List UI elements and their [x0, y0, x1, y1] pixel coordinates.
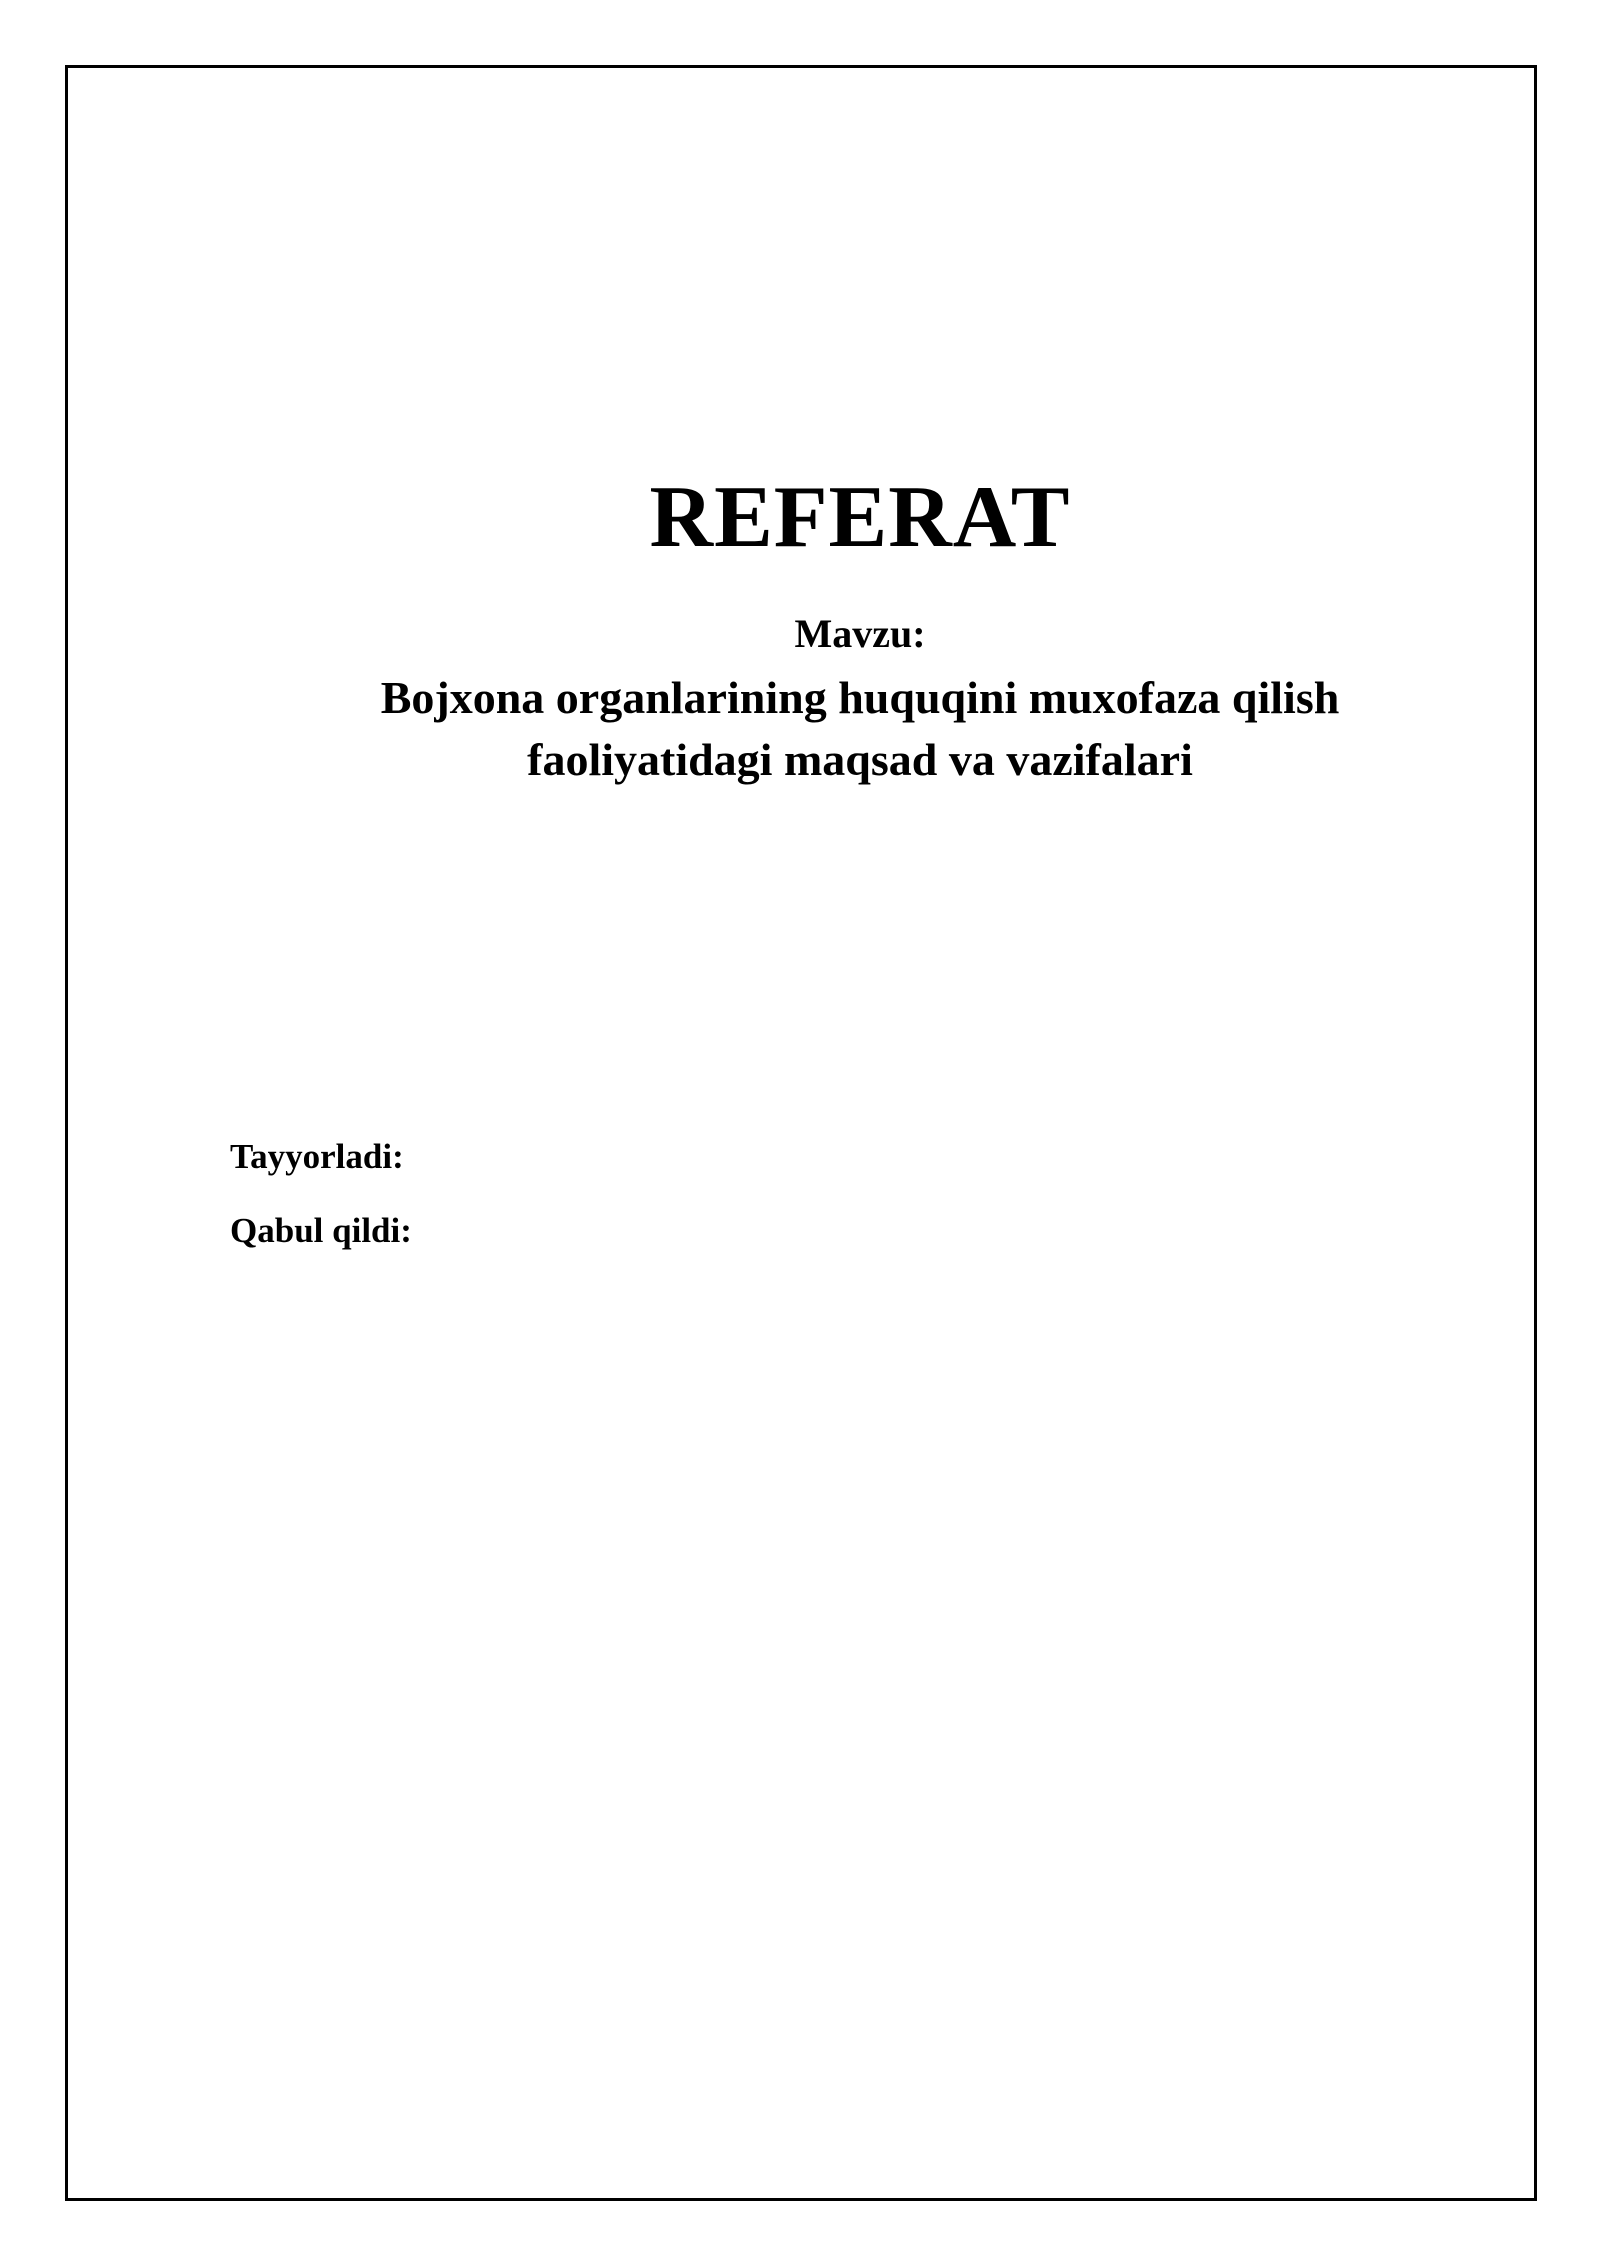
page-border: [65, 65, 1537, 2201]
topic-line-2: faoliyatidagi maqsad va vazifalari: [527, 734, 1193, 785]
document-title: REFERAT: [649, 469, 1071, 566]
accepted-by-label: Qabul qildi:: [230, 1211, 412, 1250]
prepared-by-label: Tayyorladi:: [230, 1137, 404, 1176]
topic-text: [200, 667, 1520, 791]
topic-line-1: Bojxona organlarining huquqini muxofaza qilish: [380, 672, 1340, 723]
topic-label: Mavzu:: [794, 611, 926, 656]
